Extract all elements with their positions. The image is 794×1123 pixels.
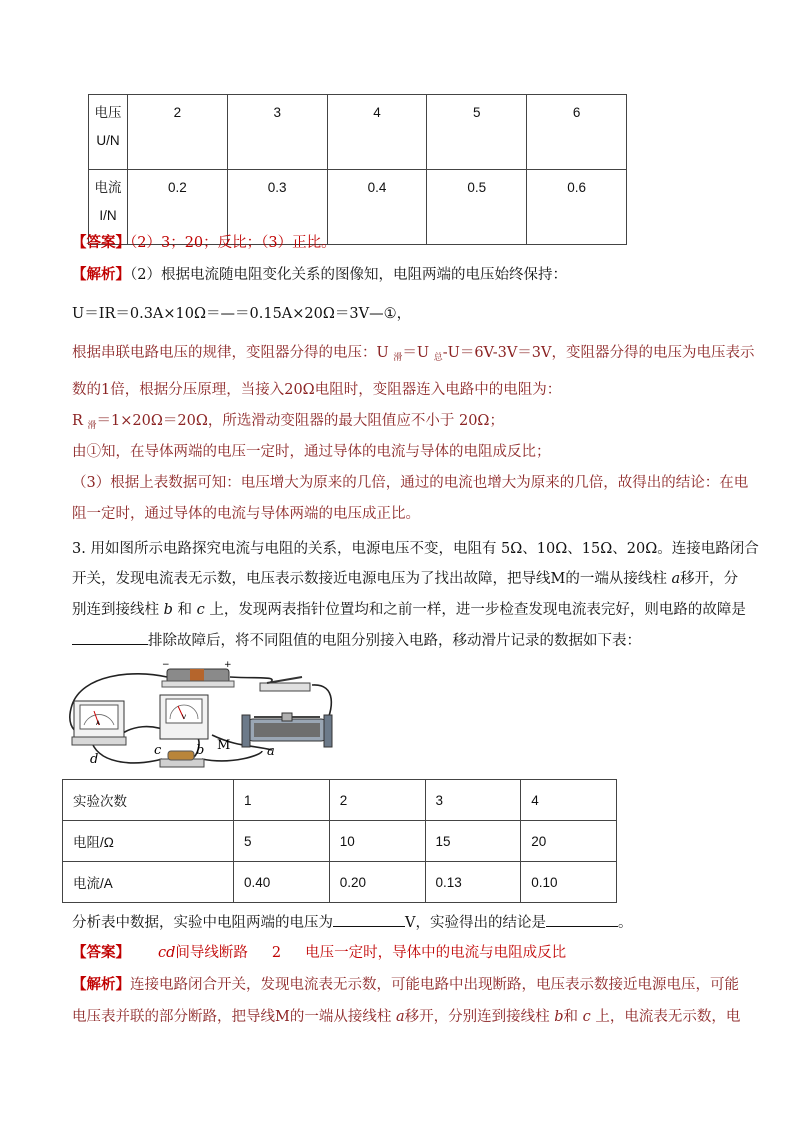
question-text: 移开，分 xyxy=(680,571,739,587)
question-line xyxy=(72,569,738,589)
question-text: 开关，发现电流表无示数，电压表示数接近电源电压为了找出故障，把导线M的一端从接线柱 xyxy=(72,571,672,587)
analysis-text: 移开，分别连到接线柱 xyxy=(404,1009,555,1025)
table-cell: 15 xyxy=(425,821,521,862)
question-line xyxy=(72,912,632,933)
table-cell: 3 xyxy=(227,95,327,170)
table-cell: 0.5 xyxy=(427,170,527,245)
analysis-text: 电压表并联的部分断路，把导线M的一端从接线柱 xyxy=(72,1009,396,1025)
terminal-label: c xyxy=(196,602,205,618)
table-cell: 10 xyxy=(329,821,425,862)
analysis-line: U＝IR＝0.3A×10Ω＝—＝0.15A×20Ω＝3V—①， xyxy=(72,306,412,322)
header-unit: I/N xyxy=(99,208,117,223)
header-unit: U/N xyxy=(96,133,120,148)
table-cell: 实验次数 xyxy=(63,780,234,821)
analysis-text: -U＝6V-3V＝3V，变阻器分得的电压为电压表示 xyxy=(442,345,755,361)
header-text: 电压 xyxy=(94,105,122,120)
terminal-label: c xyxy=(582,1009,591,1025)
table-cell: 2 xyxy=(329,780,425,821)
answer-line xyxy=(72,233,336,253)
table-cell: 4 xyxy=(327,95,427,170)
subscript: 滑 xyxy=(87,421,97,431)
analysis-line xyxy=(72,975,739,995)
table-cell: 0.40 xyxy=(234,862,330,903)
question-text: 别连到接线柱 xyxy=(72,602,164,618)
table-row xyxy=(63,862,617,903)
answer-tag: 【答案】 xyxy=(72,944,130,961)
analysis-text: 根据串联电路电压的规律，变阻器分得的电压：U xyxy=(72,345,394,361)
analysis-text: 连接电路闭合开关，发现电流表无示数，可能电路中出现断路，电压表示数接近电源电压，可能 xyxy=(130,977,739,993)
table-cell: 6 xyxy=(527,95,627,170)
table-cell: 20 xyxy=(521,821,617,862)
question-text: 和 xyxy=(172,602,197,618)
table-cell: 0.2 xyxy=(128,170,228,245)
table-cell: 0.6 xyxy=(527,170,627,245)
table-row xyxy=(63,821,617,862)
analysis-text: R xyxy=(72,413,88,429)
table-cell: 0.4 xyxy=(327,170,427,245)
wire-label-M: M xyxy=(217,738,231,753)
fill-blank[interactable] xyxy=(72,630,148,645)
answer-text: （2）3；20；反比；（3）正比。 xyxy=(130,235,336,251)
wire xyxy=(92,743,162,763)
table-cell: 0.3 xyxy=(227,170,327,245)
fill-blank[interactable] xyxy=(546,912,618,927)
question-line: 3. 用如图所示电路探究电流与电阻的关系，电源电压不变，电阻有 5Ω、10Ω、15Ω、20Ω。连接电路闭合 xyxy=(72,541,759,557)
table-cell: 3 xyxy=(425,780,521,821)
analysis-text: 和 xyxy=(563,1009,583,1025)
analysis-line xyxy=(72,343,754,368)
voltmeter-icon xyxy=(160,695,208,739)
question-text: 上，发现两表指针位置均和之前一样，进一步检查发现电流表完好，则电路的故障是 xyxy=(204,602,746,618)
header-text: 电流 xyxy=(94,180,122,195)
question-line xyxy=(72,600,746,620)
terminal-label: b xyxy=(554,1009,564,1025)
battery-minus-label: − xyxy=(162,660,170,670)
circuit-diagram xyxy=(62,655,352,773)
analysis-line: 由①知，在导体两端的电压一定时，通过导体的电流与导体的电阻成反比； xyxy=(72,444,551,460)
analysis-text: 上，电流表无示数，电 xyxy=(590,1009,741,1025)
subscript: 滑 xyxy=(393,353,403,363)
terminal-label: b xyxy=(163,602,173,618)
answer-text: 间导线断路 xyxy=(175,945,248,961)
table-header-cell xyxy=(89,95,128,170)
table-cell: 电阻/Ω xyxy=(63,821,234,862)
question-text: 。 xyxy=(617,915,633,931)
analysis-tag: 【解析】 xyxy=(72,266,130,283)
table-cell: 0.20 xyxy=(329,862,425,903)
question-text: 分析表中数据，实验中电阻两端的电压为 xyxy=(72,915,333,931)
analysis-line xyxy=(72,265,567,285)
table-cell: 2 xyxy=(128,95,228,170)
ammeter-icon xyxy=(72,701,126,745)
voltage-current-table xyxy=(88,94,627,245)
wire xyxy=(202,751,262,761)
terminal-label-d: d xyxy=(90,752,99,767)
analysis-text: （2）根据电流随电阻变化关系的图像知，电阻两端的电压始终保持： xyxy=(130,267,567,283)
answer-tag: 【答案】 xyxy=(72,234,130,251)
subscript: 总 xyxy=(433,353,443,363)
table-row xyxy=(89,95,627,170)
table-cell: 5 xyxy=(427,95,527,170)
experiment-data-table xyxy=(62,779,617,903)
analysis-line xyxy=(72,1007,740,1027)
battery-icon xyxy=(162,669,234,687)
fill-blank[interactable] xyxy=(333,912,405,927)
terminal-label-c: c xyxy=(154,743,162,758)
answer-line xyxy=(72,943,566,963)
table-cell: 电流/A xyxy=(63,862,234,903)
rheostat-icon xyxy=(242,713,332,747)
answer-text: 电压一定时，导体中的电流与电阻成反比 xyxy=(305,945,567,961)
table-cell: 4 xyxy=(521,780,617,821)
battery-plus-label: + xyxy=(224,660,232,670)
analysis-line: （3）根据上表数据可知：电压增大为原来的几倍，通过的电流也增大为原来的几倍，故得出的结论：在电 xyxy=(72,475,749,491)
table-cell: 5 xyxy=(234,821,330,862)
question-line xyxy=(72,630,641,651)
terminal-label: a xyxy=(671,571,681,587)
analysis-text: ＝U xyxy=(402,345,434,361)
table-row xyxy=(63,780,617,821)
table-cell: 0.10 xyxy=(521,862,617,903)
svg-text:V: V xyxy=(182,714,187,721)
svg-text:A: A xyxy=(96,720,101,727)
table-cell: 1 xyxy=(234,780,330,821)
analysis-tag: 【解析】 xyxy=(72,976,130,993)
analysis-text: ＝1×20Ω＝20Ω，所选滑动变阻器的最大阻值应不小于 20Ω； xyxy=(96,413,504,429)
terminal-label-a: a xyxy=(267,744,275,759)
answer-text: 2 xyxy=(271,945,282,961)
analysis-line: 数的1倍，根据分压原理，当接入20Ω电阻时，变阻器连入电路中的电阻为： xyxy=(72,382,562,398)
analysis-line: 阻一定时，通过导体的电流与导体两端的电压成正比。 xyxy=(72,506,420,522)
analysis-line xyxy=(72,411,504,436)
terminal-label-b: b xyxy=(196,743,205,758)
question-text: V，实验得出的结论是 xyxy=(405,915,546,931)
terminal-label: a xyxy=(395,1009,405,1025)
question-text: 排除故障后，将不同阻值的电阻分别接入电路，移动滑片记录的数据如下表： xyxy=(148,633,641,649)
answer-text: cd xyxy=(158,945,176,961)
switch-icon xyxy=(260,677,310,691)
table-cell: 0.13 xyxy=(425,862,521,903)
